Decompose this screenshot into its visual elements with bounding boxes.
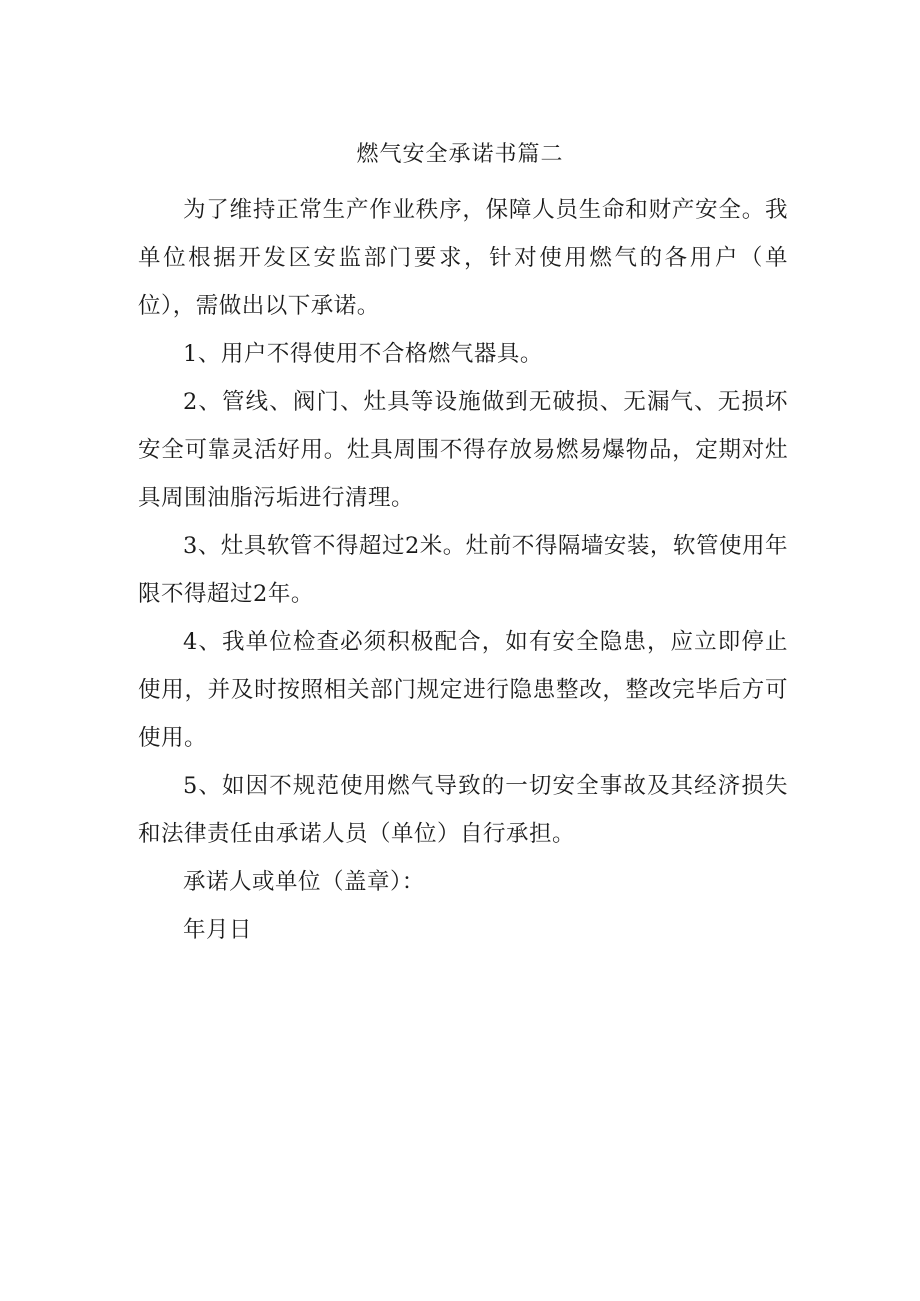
clause-4: 4、我单位检查必须积极配合，如有安全隐患，应立即停止使用，并及时按照相关部门规定进行隐患整改，整改完毕后方可使用。 bbox=[138, 629, 788, 751]
date-line: 年月日 bbox=[183, 917, 253, 943]
clause-5: 5、如因不规范使用燃气导致的一切安全事故及其经济损失和法律责任由承诺人员（单位）自行承担。 bbox=[138, 773, 788, 847]
clause-3: 3、灶具软管不得超过2米。灶前不得隔墙安装，软管使用年限不得超过2年。 bbox=[138, 533, 788, 607]
document-title: 燃气安全承诺书篇二 bbox=[356, 142, 564, 167]
signature-line: 承诺人或单位（盖章）： bbox=[183, 869, 425, 895]
clause-2: 2、管线、阀门、灶具等设施做到无破损、无漏气、无损坏安全可靠灵活好用。灶具周围不得存放易燃易爆物品，定期对灶具周围油脂污垢进行清理。 bbox=[138, 389, 788, 511]
document-body bbox=[138, 186, 788, 954]
clause-1: 1、用户不得使用不合格燃气器具。 bbox=[183, 341, 543, 367]
intro-paragraph: 为了维持正常生产作业秩序，保障人员生命和财产安全。我单位根据开发区安监部门要求，针对使用燃气的各用户（单位），需做出以下承诺。 bbox=[138, 197, 788, 319]
